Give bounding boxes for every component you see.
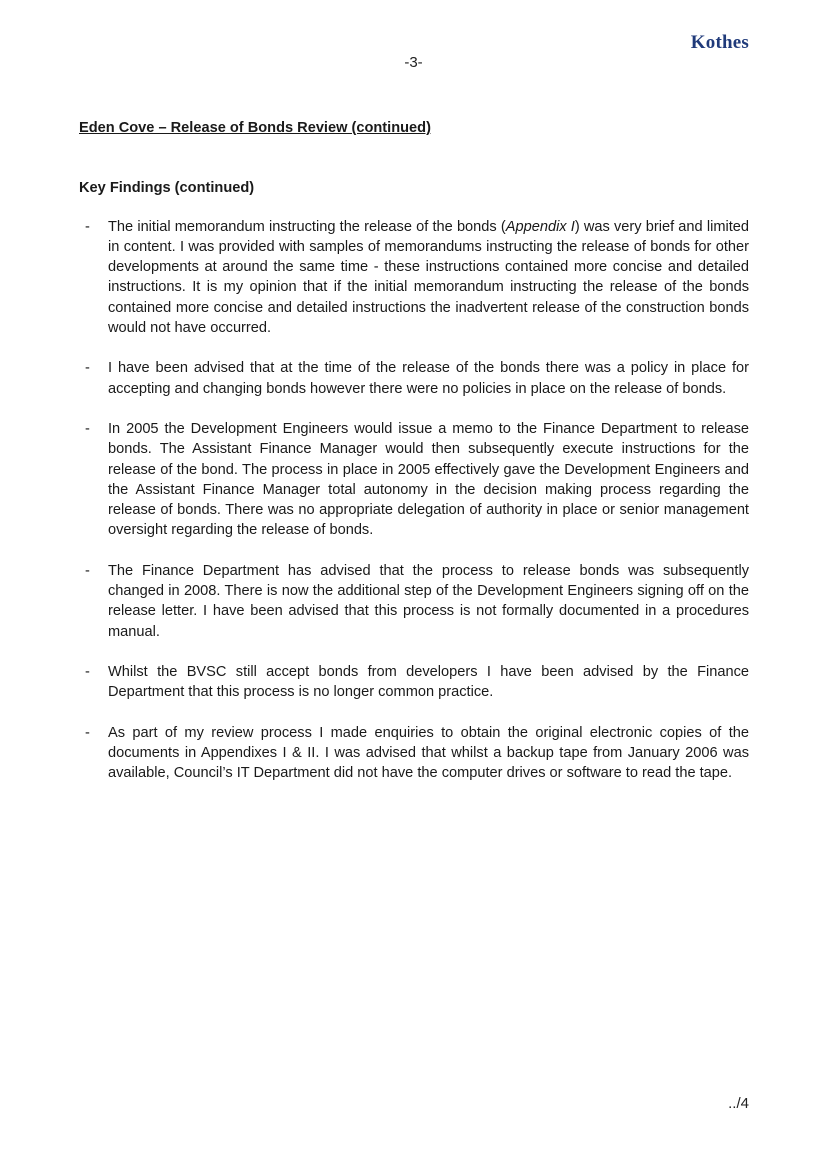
- bullet-dash: -: [85, 663, 90, 680]
- finding-text: I have been advised that at the time of the release of the bonds there was a policy in place for accepting and changing bonds however there were no policies in place on the release of bonds.: [108, 360, 749, 397]
- bullet-dash: -: [85, 218, 90, 235]
- bullet-dash: -: [85, 420, 90, 437]
- subheading: Key Findings (continued): [79, 180, 255, 197]
- finding-item: [79, 358, 749, 399]
- finding-text-start: The initial memorandum instructing the release of the bonds (: [108, 218, 506, 235]
- page-number: -3-: [404, 54, 423, 71]
- finding-item: [79, 561, 749, 642]
- finding-item: [79, 662, 749, 703]
- finding-item: [79, 217, 749, 339]
- finding-text-end: ) was very brief and limited in content. I was provided with samples of memorandums instructing the release of bonds for other developments at around the same time - these instructions contained more concise and detailed instructions. It is my opinion that if the initial memorandum instructing the release of the bonds contained more concise and detailed instructions the inadvertent release of the construction bonds would not have occurred.: [108, 218, 750, 337]
- section-title: Eden Cove – Release of Bonds Review (continued): [79, 120, 431, 136]
- finding-item: [79, 723, 749, 784]
- bullet-dash: -: [85, 562, 90, 579]
- document-body: [79, 118, 749, 803]
- finding-text: As part of my review process I made enquiries to obtain the original electronic copies of the documents in Appendixes I & II. I was advised that whilst a backup tape from January 2006 was available, Council’s IT Department did not have the computer drives or software to read the tape.: [108, 724, 749, 782]
- finding-text: In 2005 the Development Engineers would issue a memo to the Finance Department to release bonds. The Assistant Finance Manager would then subsequently execute instructions for the release of the bond. The process in place in 2005 effectively gave the Development Engineers and the Assistant Finance Manager total autonomy in the decision making process regarding the release of bonds. There was no appropriate delegation of authority in place or senior management oversight regarding the release of bonds.: [108, 420, 749, 539]
- appendix-reference: Appendix I: [505, 218, 575, 235]
- bullet-dash: -: [85, 360, 90, 377]
- key-findings-list: [79, 217, 749, 784]
- finding-text: The Finance Department has advised that the process to release bonds was subsequently changed in 2008. There is now the additional step of the Development Engineers signing off on the release letter. I have been advised that this process is not formally documented in a procedures manual.: [108, 562, 749, 640]
- next-page-indicator: ../4: [728, 1095, 749, 1112]
- bullet-dash: -: [85, 724, 90, 741]
- finding-item: [79, 419, 749, 541]
- company-logo-text: Kothes: [690, 32, 749, 53]
- finding-text: Whilst the BVSC still accept bonds from developers I have been advised by the Finance Department that this process is no longer common practice.: [108, 663, 749, 701]
